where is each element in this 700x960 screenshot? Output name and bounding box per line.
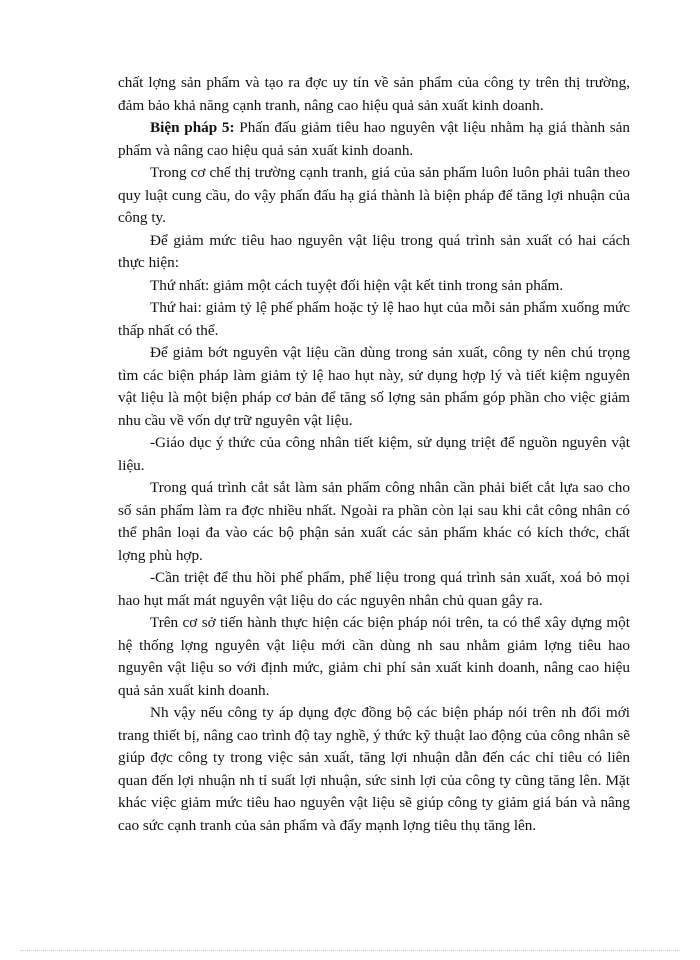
paragraph-2: [118, 117, 630, 162]
paragraph-1: chất lợng sản phẩm và tạo ra đợc uy tín về sản phẩm của công ty trên thị trường, đảm bảo khả năng cạnh tranh, nâng cao hiệu quả sản xuất kinh doanh.: [118, 74, 630, 114]
paragraph-4: Để giảm mức tiêu hao nguyên vật liệu trong quá trình sản xuất có hai cách thực hiện:: [118, 231, 630, 271]
paragraph-12: Nh vậy nếu công ty áp dụng đợc đồng bộ các biện pháp nói trên nh đổi mới trang thiết bị, nâng cao trình độ tay nghề, ý thức kỹ thuật lao động của công nhân sẽ giúp đợc công ty trong việc sản xuất, tăng lợi nhuận dẫn đến các chỉ tiêu có liên quan đến lợi nhuận nh tỉ suất lợi nhuận, sức sinh lợi của công ty cũng tăng lên. Mặt khác việc giảm mức tiêu hao nguyên vật liệu sẽ giúp công ty giảm giá bán và nâng cao sức cạnh tranh của sản phẩm và đẩy mạnh lợng tiêu thụ tăng lên.: [118, 704, 630, 834]
paragraph-5: Thứ nhất: giảm một cách tuyệt đối hiện vật kết tinh trong sản phẩm.: [150, 276, 564, 294]
page-bottom-divider: [20, 950, 680, 951]
paragraph-2-text: Phấn đấu giảm tiêu hao nguyên vật liệu nhằm hạ giá thành sản phẩm và nâng cao hiệu quả sản xuất kinh doanh.: [118, 119, 631, 159]
paragraph-7: Để giảm bớt nguyên vật liệu cần dùng trong sản xuất, công ty nên chú trọng tìm các biện pháp làm giảm tỷ lệ hao hụt này, sử dụng hợp lý và tiết kiệm nguyên vật liệu là một biện pháp cơ bản để tăng số lợng sản phẩm góp phần cho việc giảm nhu cầu về vốn dự trữ nguyên vật liệu.: [118, 344, 630, 429]
paragraph-10: -Cần triệt để thu hồi phế phẩm, phế liệu trong quá trình sản xuất, xoá bỏ mọi hao hụt mất mát nguyên vật liệu do các nguyên nhân chủ quan gây ra.: [118, 569, 630, 609]
paragraph-3: Trong cơ chế thị trường cạnh tranh, giá của sản phẩm luôn luôn phải tuân theo quy luật cung cầu, do vậy phấn đấu hạ giá thành là biện pháp để tăng lợi nhuận của công ty.: [118, 164, 630, 226]
paragraph-9: Trong quá trình cắt sắt làm sản phẩm công nhân cần phải biết cắt lựa sao cho số sản phẩm làm ra đợc nhiều nhất. Ngoài ra phần còn lại sau khi cắt công nhân có thể phân loại đa vào các bộ phận sản xuất các sản phẩm khác có kích thớc, chất lợng phù hợp.: [118, 479, 630, 564]
measure-label: Biện pháp 5:: [150, 119, 235, 136]
paragraph-6: Thứ hai: giảm tỷ lệ phế phẩm hoặc tỷ lệ hao hụt của mỗi sản phẩm xuống mức thấp nhất có thể.: [118, 299, 630, 339]
paragraph-8: -Giáo dục ý thức của công nhân tiết kiệm, sử dụng triệt để nguồn nguyên vật liệu.: [118, 434, 630, 474]
document-body: [118, 72, 630, 837]
paragraph-11: Trên cơ sở tiến hành thực hiện các biện pháp nói trên, ta có thể xây dựng một hệ thống lợng nguyên vật liệu mới cần dùng nh sau nhằm giảm lợng tiêu hao nguyên vật liệu so với định mức, giảm chi phí sản xuất kinh doanh, nâng cao hiệu quả sản xuất kinh doanh.: [118, 614, 630, 699]
